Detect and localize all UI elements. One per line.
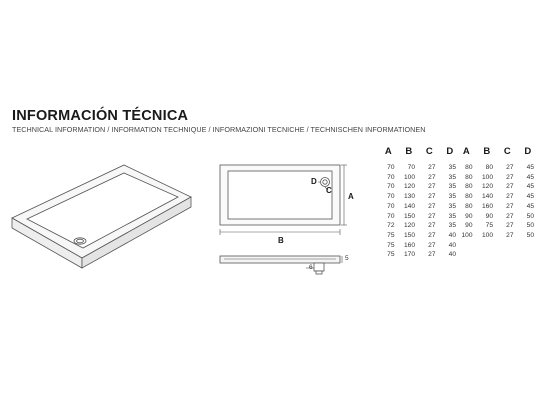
table-cell: 27 bbox=[428, 212, 436, 220]
column-header: B bbox=[405, 145, 413, 157]
table-cell: 80 bbox=[465, 164, 473, 171]
top-view bbox=[220, 165, 347, 235]
table-cell: 70 bbox=[407, 164, 415, 171]
table-cell: 150 bbox=[403, 212, 415, 220]
table-row bbox=[456, 231, 538, 241]
table-cell: 35 bbox=[448, 193, 456, 201]
table-cell: 35 bbox=[448, 222, 456, 230]
table-cell: 140 bbox=[481, 193, 493, 201]
column-header: A bbox=[384, 145, 392, 157]
table-cell: 120 bbox=[481, 183, 493, 191]
table-cell: 80 bbox=[465, 173, 473, 181]
table-cell: 72 bbox=[387, 222, 395, 230]
table-cell: 27 bbox=[428, 241, 436, 249]
table-row bbox=[378, 182, 460, 192]
table-row bbox=[378, 192, 460, 202]
table-cell: 80 bbox=[465, 183, 473, 191]
table-cell: 27 bbox=[506, 212, 514, 220]
table-cell: 45 bbox=[526, 164, 534, 171]
column-header: D bbox=[524, 145, 532, 157]
table-cell: 70 bbox=[387, 164, 395, 171]
table-row bbox=[378, 250, 460, 260]
table-cell: 27 bbox=[506, 183, 514, 191]
table-cell: 120 bbox=[403, 222, 415, 230]
table-cell: 70 bbox=[387, 212, 395, 220]
table-cell: 140 bbox=[403, 202, 415, 210]
shower-tray-isometric bbox=[12, 165, 191, 268]
table-cell: 35 bbox=[448, 183, 456, 191]
table-cell: 27 bbox=[428, 193, 436, 201]
table-cell: 27 bbox=[428, 202, 436, 210]
table-cell: 45 bbox=[526, 202, 534, 210]
table-cell: 27 bbox=[506, 193, 514, 201]
table-cell: 100 bbox=[481, 173, 493, 181]
table-cell: 80 bbox=[465, 193, 473, 201]
dim-label-a: A bbox=[348, 192, 354, 201]
table-cell: 75 bbox=[387, 231, 395, 239]
table-row bbox=[456, 192, 538, 202]
table-cell: 120 bbox=[403, 183, 415, 191]
table-cell: 45 bbox=[526, 193, 534, 201]
column-header: D bbox=[446, 145, 454, 157]
dim-label-c: C bbox=[326, 186, 332, 195]
table-cell: 50 bbox=[526, 212, 534, 220]
table-cell: 70 bbox=[387, 183, 395, 191]
table-cell: 100 bbox=[481, 231, 493, 239]
column-header: A bbox=[462, 145, 470, 157]
table-cell: 150 bbox=[403, 231, 415, 239]
table-row bbox=[378, 173, 460, 183]
table-row bbox=[378, 212, 460, 222]
table-row bbox=[456, 221, 538, 231]
table-body bbox=[378, 163, 460, 260]
table-row bbox=[456, 182, 538, 192]
table-row bbox=[456, 173, 538, 183]
table-row bbox=[378, 202, 460, 212]
table-cell: 80 bbox=[485, 164, 493, 171]
column-header: C bbox=[503, 145, 511, 157]
table-header-row bbox=[456, 145, 538, 163]
dim-label-b: B bbox=[278, 236, 284, 245]
table-cell: 130 bbox=[403, 193, 415, 201]
page-title: INFORMACIÓN TÉCNICA bbox=[12, 108, 189, 124]
table-cell: 45 bbox=[526, 183, 534, 191]
table-cell: 27 bbox=[506, 164, 514, 171]
table-cell: 40 bbox=[448, 251, 456, 259]
page-subtitle: TECHNICAL INFORMATION / INFORMATION TECHNIQUE / INFORMAZIONI TECNICHE / TECHNISCHEN INFORMATIONEN bbox=[12, 125, 426, 134]
table-cell: 27 bbox=[428, 183, 436, 191]
table-cell: 50 bbox=[526, 222, 534, 230]
table-cell: 27 bbox=[428, 173, 436, 181]
table-cell: 35 bbox=[448, 164, 456, 171]
table-cell: 45 bbox=[526, 173, 534, 181]
table-cell: 35 bbox=[448, 212, 456, 220]
table-row bbox=[456, 212, 538, 222]
table-cell: 27 bbox=[428, 222, 436, 230]
table-cell: 75 bbox=[387, 251, 395, 259]
table-cell: 27 bbox=[506, 222, 514, 230]
table-cell: 90 bbox=[465, 212, 473, 220]
table-cell: 70 bbox=[387, 202, 395, 210]
column-header: B bbox=[483, 145, 491, 157]
table-cell: 80 bbox=[465, 202, 473, 210]
table-cell: 90 bbox=[465, 222, 473, 230]
table-cell: 100 bbox=[403, 173, 415, 181]
table-cell: 160 bbox=[481, 202, 493, 210]
table-cell: 27 bbox=[506, 173, 514, 181]
table-cell: 100 bbox=[461, 231, 473, 239]
table-cell: 40 bbox=[448, 231, 456, 239]
table-cell: 170 bbox=[403, 251, 415, 259]
dim-label-side-height: 5 bbox=[345, 255, 349, 262]
table-cell: 75 bbox=[485, 222, 493, 230]
table-cell: 70 bbox=[387, 193, 395, 201]
table-cell: 90 bbox=[485, 212, 493, 220]
table-cell: 27 bbox=[428, 164, 436, 171]
table-cell: 70 bbox=[387, 173, 395, 181]
dim-label-d: D bbox=[311, 177, 317, 186]
table-row bbox=[378, 231, 460, 241]
table-cell: 35 bbox=[448, 202, 456, 210]
table-cell: 27 bbox=[428, 231, 436, 239]
table-cell: 27 bbox=[506, 231, 514, 239]
side-view bbox=[220, 256, 342, 274]
spec-table-right bbox=[456, 145, 538, 241]
table-row bbox=[456, 202, 538, 212]
table-cell: 50 bbox=[526, 231, 534, 239]
table-cell: 40 bbox=[448, 241, 456, 249]
table-cell: 160 bbox=[403, 241, 415, 249]
table-cell: 35 bbox=[448, 173, 456, 181]
table-row bbox=[378, 221, 460, 231]
column-header: C bbox=[425, 145, 433, 157]
dim-label-drain-size: 6 bbox=[309, 264, 313, 271]
table-row bbox=[378, 163, 460, 173]
table-cell: 27 bbox=[428, 251, 436, 259]
table-cell: 27 bbox=[506, 202, 514, 210]
table-cell: 75 bbox=[387, 241, 395, 249]
table-header-row bbox=[378, 145, 460, 163]
spec-table-left bbox=[378, 145, 460, 260]
table-row bbox=[378, 241, 460, 251]
table-row bbox=[456, 163, 538, 173]
table-body bbox=[456, 163, 538, 241]
